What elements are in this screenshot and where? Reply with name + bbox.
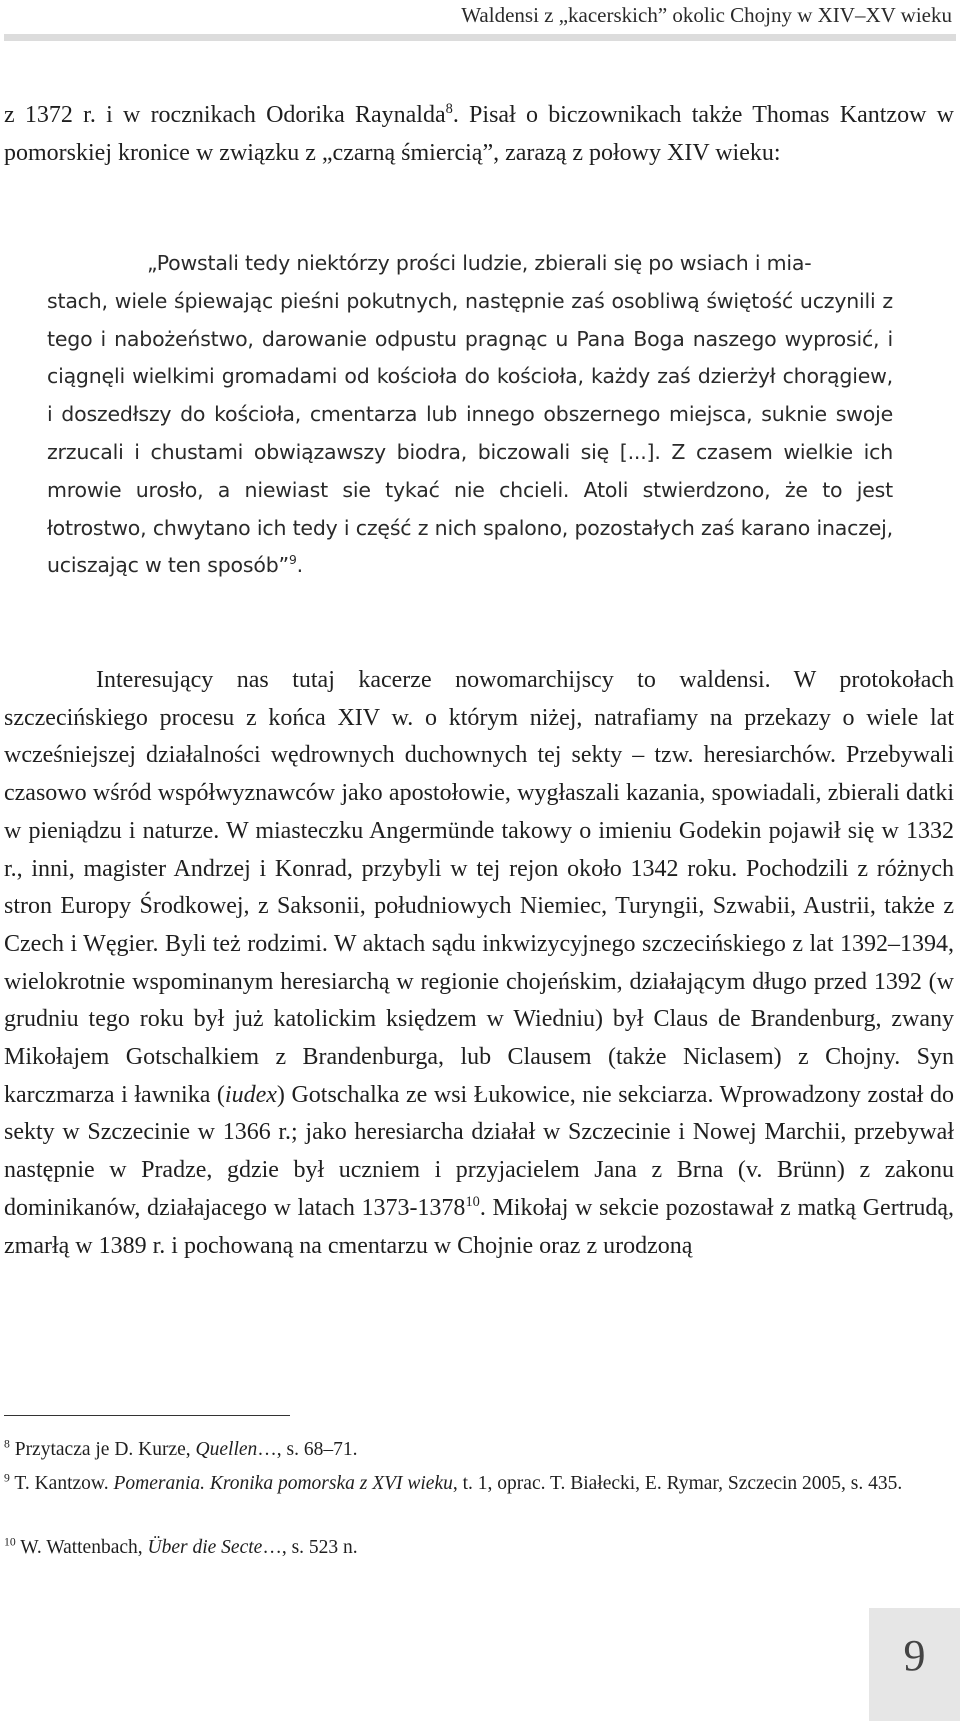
footnote-text: …, s. 68–71. — [257, 1439, 358, 1460]
running-title: Waldensi z „kacerskich” okolic Chojny w XIV–XV wieku — [461, 3, 952, 27]
footnote-title: Über die Secte — [147, 1537, 263, 1558]
footnote-9 — [4, 1469, 954, 1499]
quote-text: stach, wiele śpiewając pieśni pokutnych, następnie zaś osobliwą świętość uczynili z tego i nabożeństwo, darowanie odpustu pragnąc u Pana Boga naszego wyprosić, i ciągnęli wielkimi gromadami od kościoła do kościoła, każdy zaś dzierżył chorągiew, i doszedłszy do kościoła, cmentarza lub innego obszernego miejsca, suknie swoje zrzucali i chustami obwiązawszy biodra, biczowali się [...]. Z czasem wielkie ich mrowie urosło, a niewiast sie tykać nie chcieli. Atoli stwierdzono, że to jest łotrostwo, chwytano ich tedy i część z nich spalono, pozostałych zaś karano inaczej, uciszając w ten sposób” — [47, 288, 893, 578]
paragraph-main-text-b: ) Gotschalka ze wsi Łukowice, nie sekciarza. Wprowadzony został do sekty w Szczecinie w 1366 r.; jako heresiarcha działał w Szczecinie i Nowej Marchii, przebywał następnie w Pradze, gdzie był uczniem i przyjacielem Jana z Brna (v. Brünn) z zakonu dominikanów, działajacego w latach 1373-1378 — [4, 1081, 954, 1221]
footnote-8 — [4, 1435, 954, 1465]
running-header — [0, 0, 952, 36]
paragraph-main-text-c: . Mikołaj w sekcie pozostawał z matką Gertrudą, zmarłą w 1389 r. i pochowaną na cmentarzu w Chojnie oraz z urodzoną — [4, 1194, 954, 1259]
latin-term: iudex — [224, 1081, 277, 1108]
footnote-ref-10[interactable]: 10 — [465, 1193, 480, 1210]
footnote-ref-8[interactable]: 8 — [445, 101, 453, 117]
paragraph-main-text-a: Interesujący nas tutaj kacerze nowomarchijscy to waldensi. W protokołach szczecińskiego procesu z końca XIV w. o którym niżej, natrafiamy na przekazy o wiele lat wcześniejszej działalności wędrownych duchownych tej sekty – tzw. heresiarchów. Przebywali czasowo wśród współwyznawców jako apostołowie, wygłaszali kazania, spowiadali, zbierali datki w pieniądzu i naturze. W miasteczku Angermünde takowy o imieniu Godekin pojawił się w 1332 r., inni, magister Andrzej i Konrad, przybyli w tej rejon około 1342 roku. Pochodzili z różnych stron Europy Środkowej, z Saksonii, południowych Niemiec, Turyngii, Szwabii, Austrii, także z Czech i Węgier. Byli też rodzimi. W aktach sądu inkwizycyjnego szczecińskiego z lat 1392–1394, wielokrotnie wspominanym heresiarchą w regionie chojeńskim, działającym długo przed 1392 (w grudniu tego roku był już katolickim księdzem w Wiedniu) był Claus de Brandenburg, zwany Mikołajem Gotschalkiem z Brandenburga, lub Clausem (także Niclasem) z Chojny. Syn karczmarza i ławnika ( — [4, 667, 954, 1108]
quote-end: . — [296, 553, 303, 578]
footnote-number: 10 — [4, 1535, 16, 1549]
footnote-text: , t. 1, oprac. T. Białecki, E. Rymar, Szczecin 2005, s. 435. — [452, 1473, 903, 1494]
footnote-text: W. Wattenbach, — [15, 1537, 148, 1558]
footnote-rule — [4, 1415, 290, 1416]
paragraph-intro-text-continued: . Pisał o biczownikach także Thomas Kantzow w pomorskiej kronice w związku z „czarną śmiercią”, zarazą z połowy XIV wieku: — [4, 102, 954, 166]
paragraph-intro — [4, 97, 954, 172]
footnote-10 — [4, 1533, 954, 1563]
quote-first-line: „Powstali tedy niektórzy prości ludzie, zbierali się po wsiach i mia- — [147, 251, 812, 275]
footnote-title: Pomerania. Kronika pomorska z XVI wieku — [113, 1473, 453, 1494]
page-number: 9 — [903, 1631, 926, 1680]
paragraph-intro-text: z 1372 r. i w rocznikach Odorika Raynalda — [4, 102, 446, 128]
footnote-ref-9[interactable]: 9 — [288, 553, 297, 568]
block-quote — [47, 245, 893, 585]
paragraph-main — [4, 662, 954, 1265]
footnote-number: 9 — [4, 1471, 10, 1485]
footnote-number: 8 — [4, 1437, 10, 1451]
footnote-text: Przytacza je D. Kurze, — [9, 1439, 196, 1460]
footnote-title: Quellen — [195, 1439, 258, 1460]
footnote-text: T. Kantzow. — [9, 1473, 114, 1494]
page-number-box — [869, 1608, 960, 1721]
footnote-text: …, s. 523 n. — [262, 1537, 358, 1558]
header-rule — [4, 34, 956, 41]
